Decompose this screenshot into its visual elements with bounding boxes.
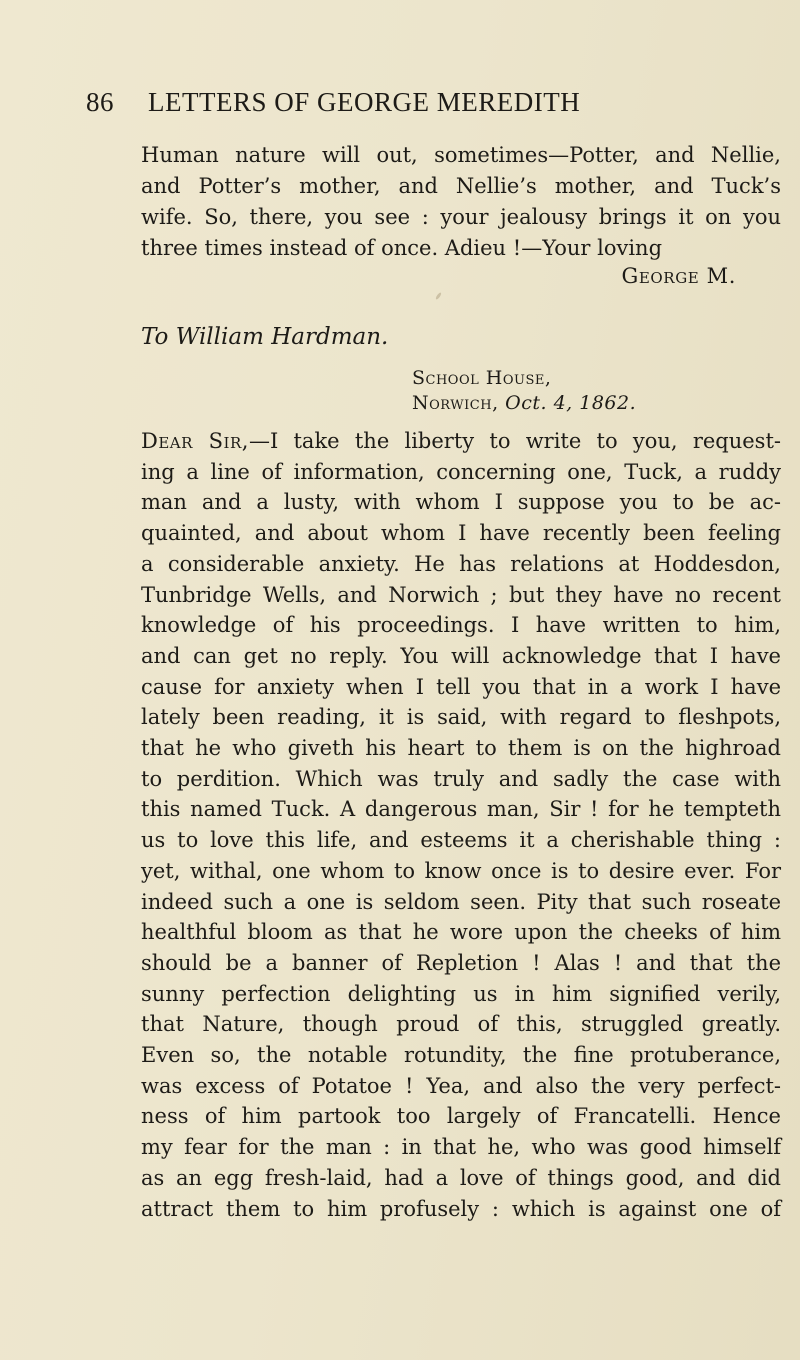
address-place-date bbox=[412, 391, 636, 416]
text-line: and Potter’s mother, and Nellie’s mother, and Tuck’s bbox=[141, 174, 781, 198]
text-line: Human nature will out, sometimes—Potter, and Nellie, bbox=[141, 143, 781, 167]
text-line: man and a lusty, with whom I suppose you to be ac- bbox=[141, 490, 781, 515]
text-line: attract them to him profusely : which is against one of bbox=[141, 1196, 781, 1221]
salutation: Dear Sir, bbox=[141, 429, 249, 453]
text-line: and can get no reply. You will acknowledge that I have bbox=[141, 643, 781, 668]
text-line: Tunbridge Wells, and Norwich ; but they have no recent bbox=[141, 582, 781, 607]
page-number: 86 bbox=[86, 87, 114, 117]
running-title: LETTERS OF GEORGE MEREDITH bbox=[148, 87, 581, 117]
text-line: healthful bloom as that he wore upon the cheeks of him bbox=[141, 920, 781, 945]
address-line: School House, bbox=[412, 367, 552, 389]
letter-address bbox=[412, 366, 636, 416]
text-line: as an egg fresh-laid, had a love of things good, and did bbox=[141, 1165, 781, 1190]
address-date: Oct. 4, 1862. bbox=[505, 392, 637, 414]
letter-body bbox=[141, 426, 781, 1224]
paper-speck bbox=[435, 292, 442, 300]
letter-recipient: To William Hardman. bbox=[141, 324, 389, 350]
text-line: was excess of Potatoe ! Yea, and also the very perfect- bbox=[141, 1073, 781, 1098]
text-line: three times instead of once. Adieu !—Your loving bbox=[141, 236, 663, 260]
text-line: my fear for the man : in that he, who was good himself bbox=[141, 1135, 781, 1160]
text-line: to perdition. Which was truly and sadly the case with bbox=[141, 766, 781, 791]
text-line: wife. So, there, you see : your jealousy brings it on you bbox=[141, 205, 781, 229]
signature: George M. bbox=[621, 264, 736, 288]
text-line: yet, withal, one whom to know once is to desire ever. For bbox=[141, 858, 781, 883]
text-line: indeed such a one is seldom seen. Pity that such roseate bbox=[141, 889, 781, 914]
text-line: that Nature, though proud of this, struggled greatly. bbox=[141, 1012, 781, 1037]
salutation-continuation: —I take the liberty to write to you, request- bbox=[248, 429, 781, 453]
text-line: Even so, the notable rotundity, the fine protuberance, bbox=[141, 1043, 781, 1068]
opening-paragraph bbox=[141, 140, 781, 264]
text-line: ing a line of information, concerning one, Tuck, a ruddy bbox=[141, 459, 781, 484]
text-line: cause for anxiety when I tell you that in a work I have bbox=[141, 674, 781, 699]
text-line: a considerable anxiety. He has relations at Hoddesdon, bbox=[141, 551, 781, 576]
text-line: ness of him partook too largely of Francatelli. Hence bbox=[141, 1104, 781, 1129]
text-line: lately been reading, it is said, with regard to fleshpots, bbox=[141, 705, 781, 730]
text-line: sunny perfection delighting us in him signified verily, bbox=[141, 981, 781, 1006]
text-line: should be a banner of Repletion ! Alas ! and that the bbox=[141, 950, 781, 975]
text-line: quainted, and about whom I have recently been feeling bbox=[141, 521, 781, 546]
text-line bbox=[141, 426, 781, 457]
running-head bbox=[86, 87, 786, 127]
text-line: us to love this life, and esteems it a cherishable thing : bbox=[141, 828, 781, 853]
text-line: knowledge of his proceedings. I have written to him, bbox=[141, 613, 781, 638]
text-line: that he who giveth his heart to them is on the highroad bbox=[141, 736, 781, 761]
text-line: this named Tuck. A dangerous man, Sir ! for he tempteth bbox=[141, 797, 781, 822]
address-place: Norwich, bbox=[412, 392, 499, 414]
